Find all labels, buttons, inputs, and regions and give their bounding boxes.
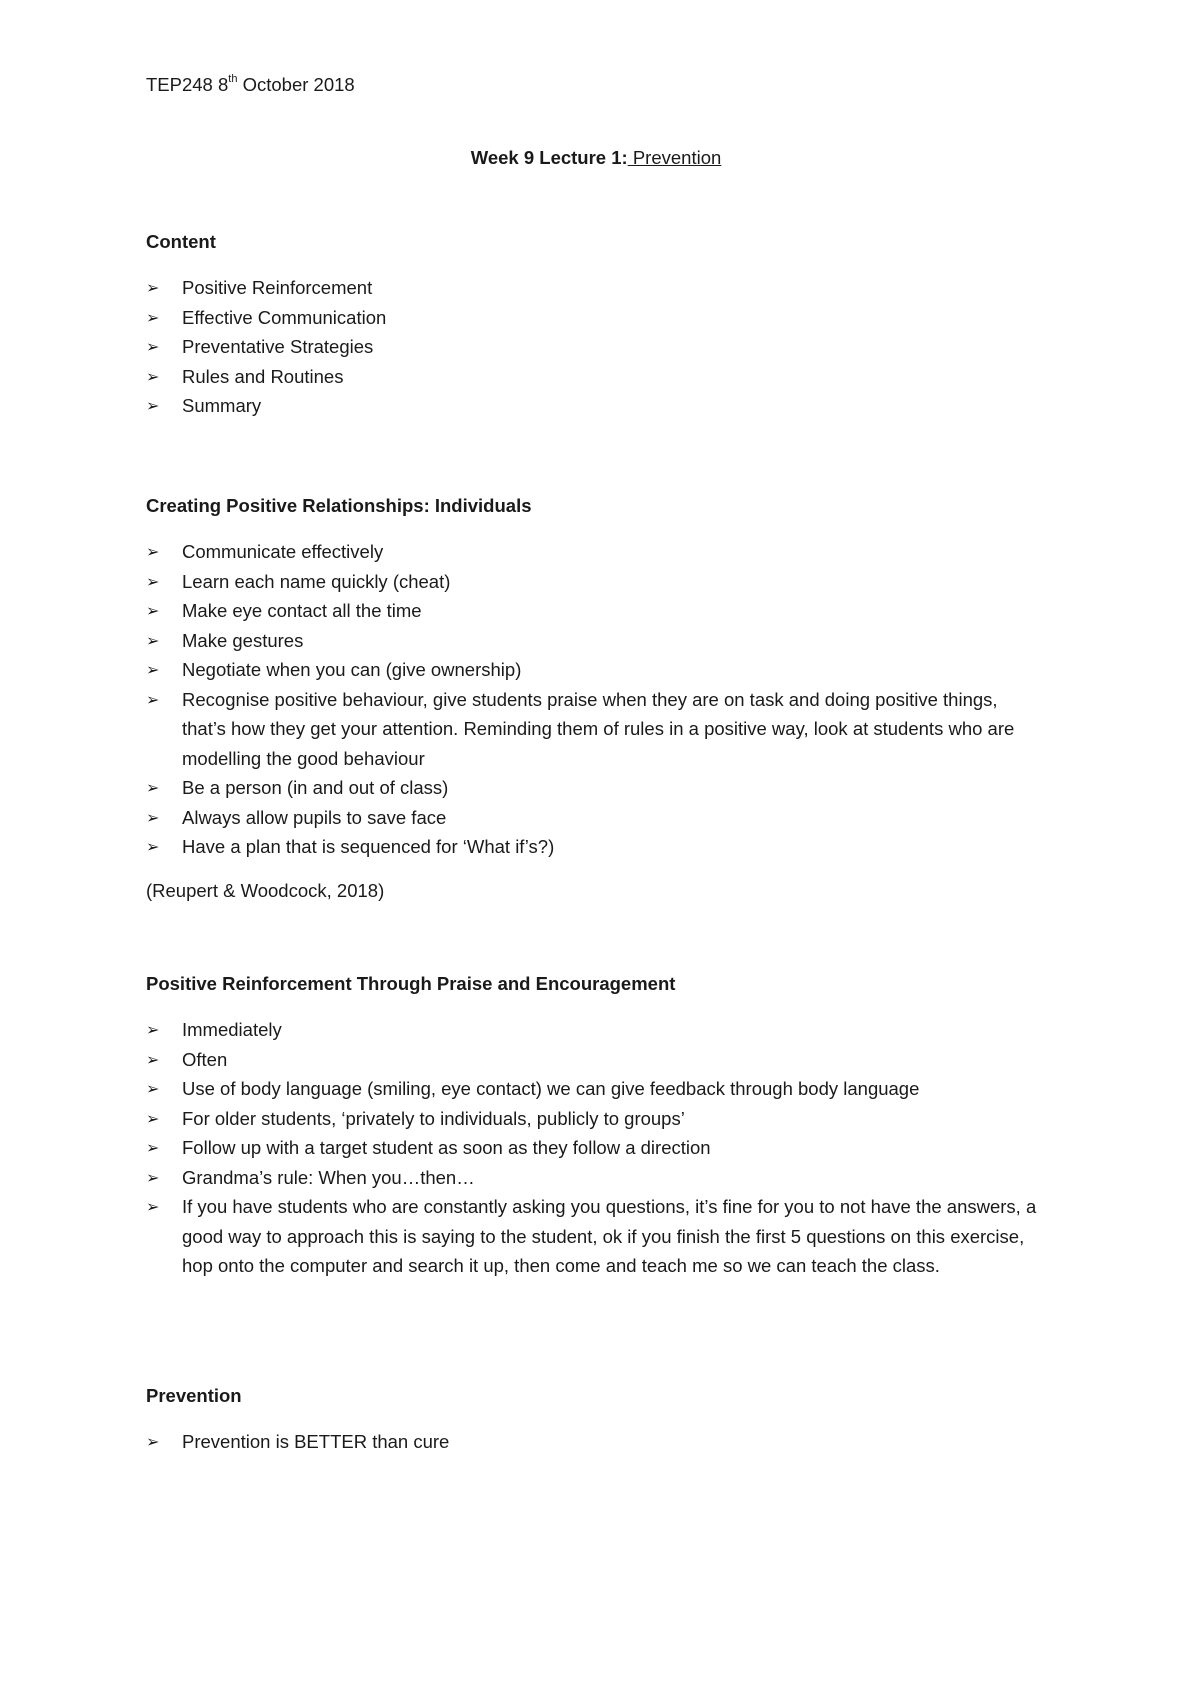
list-item: ➢ Make eye contact all the time — [146, 596, 1046, 626]
arrow-bullet-icon: ➢ — [146, 571, 160, 591]
list-item: ➢ Often — [146, 1045, 1046, 1075]
arrow-bullet-icon: ➢ — [146, 1197, 160, 1216]
course-code: TEP248 8 — [146, 74, 229, 95]
course-date-header — [146, 74, 355, 96]
list-item: ➢ Be a person (in and out of class) — [146, 773, 1046, 803]
bullet-list — [146, 1427, 1046, 1457]
list-item: ➢ Have a plan that is sequenced for ‘What if’s?) — [146, 832, 1046, 862]
list-item: ➢ Rules and Routines — [146, 362, 1046, 392]
list-item: ➢ Make gestures — [146, 626, 1046, 656]
title-topic: Prevention — [627, 147, 722, 168]
section-heading: Prevention — [146, 1385, 242, 1406]
arrow-bullet-icon: ➢ — [146, 1167, 160, 1187]
arrow-bullet-icon: ➢ — [146, 601, 160, 620]
list-item: ➢ Communicate effectively — [146, 537, 1046, 567]
list-item: ➢ Follow up with a target student as soon as they follow a direction — [146, 1133, 1046, 1163]
list-item: ➢ Immediately — [146, 1015, 1046, 1045]
section-heading: Creating Positive Relationships: Individuals — [146, 495, 532, 516]
arrow-bullet-icon: ➢ — [146, 278, 160, 297]
list-item: ➢ Effective Communication — [146, 303, 1046, 333]
bullet-list — [146, 1015, 1046, 1281]
list-item: ➢ Negotiate when you can (give ownership) — [146, 655, 1046, 685]
section-positive-relationships — [146, 495, 1046, 902]
list-item: ➢ If you have students who are constantly asking you questions, it’s fine for you to not have the answers, a good way to approach this is saying to the student, ok if you finish the first 5 questions on this exercise, hop onto the computer and search it up, then come and teach me so we can teach the class. — [146, 1192, 1046, 1281]
list-item: ➢ Learn each name quickly (cheat) — [146, 567, 1046, 597]
list-item: ➢ Recognise positive behaviour, give students praise when they are on task and doing positive things, that’s how they get your attention. Reminding them of rules in a positive way, look at students who are modelling the good behaviour — [146, 685, 1046, 774]
list-item: ➢ Always allow pupils to save face — [146, 803, 1046, 833]
section-heading: Positive Reinforcement Through Praise and Encouragement — [146, 973, 676, 994]
arrow-bullet-icon: ➢ — [146, 396, 160, 415]
section-heading: Content — [146, 231, 216, 252]
list-item: ➢ Summary — [146, 391, 1046, 421]
arrow-bullet-icon: ➢ — [146, 837, 160, 856]
arrow-bullet-icon: ➢ — [146, 337, 160, 356]
arrow-bullet-icon: ➢ — [146, 366, 160, 386]
citation: (Reupert & Woodcock, 2018) — [146, 879, 385, 901]
arrow-bullet-icon: ➢ — [146, 542, 160, 561]
list-item: ➢ Grandma’s rule: When you…then… — [146, 1163, 1046, 1193]
section-content — [146, 231, 1046, 421]
date-text: October 2018 — [237, 74, 355, 95]
arrow-bullet-icon: ➢ — [146, 1049, 160, 1069]
list-item: ➢ Prevention is BETTER than cure — [146, 1427, 1046, 1457]
bullet-list — [146, 273, 1046, 421]
list-item: ➢ For older students, ‘privately to individuals, publicly to groups’ — [146, 1104, 1046, 1134]
arrow-bullet-icon: ➢ — [146, 1432, 160, 1451]
day-suffix: th — [228, 73, 238, 85]
arrow-bullet-icon: ➢ — [146, 660, 160, 679]
arrow-bullet-icon: ➢ — [146, 1138, 160, 1157]
arrow-bullet-icon: ➢ — [146, 630, 160, 650]
section-positive-reinforcement — [146, 973, 1046, 1281]
list-item: ➢ Positive Reinforcement — [146, 273, 1046, 303]
arrow-bullet-icon: ➢ — [146, 1108, 160, 1128]
arrow-bullet-icon: ➢ — [146, 1079, 160, 1098]
list-item: ➢ Preventative Strategies — [146, 332, 1046, 362]
arrow-bullet-icon: ➢ — [146, 807, 160, 827]
bullet-list — [146, 537, 1046, 862]
arrow-bullet-icon: ➢ — [146, 689, 160, 709]
page-title — [146, 147, 1046, 169]
title-prefix: Week 9 Lecture 1: — [470, 147, 628, 168]
arrow-bullet-icon: ➢ — [146, 1020, 160, 1039]
list-item: ➢ Use of body language (smiling, eye contact) we can give feedback through body language — [146, 1074, 1046, 1104]
section-prevention — [146, 1385, 1046, 1457]
arrow-bullet-icon: ➢ — [146, 778, 160, 797]
arrow-bullet-icon: ➢ — [146, 307, 160, 327]
